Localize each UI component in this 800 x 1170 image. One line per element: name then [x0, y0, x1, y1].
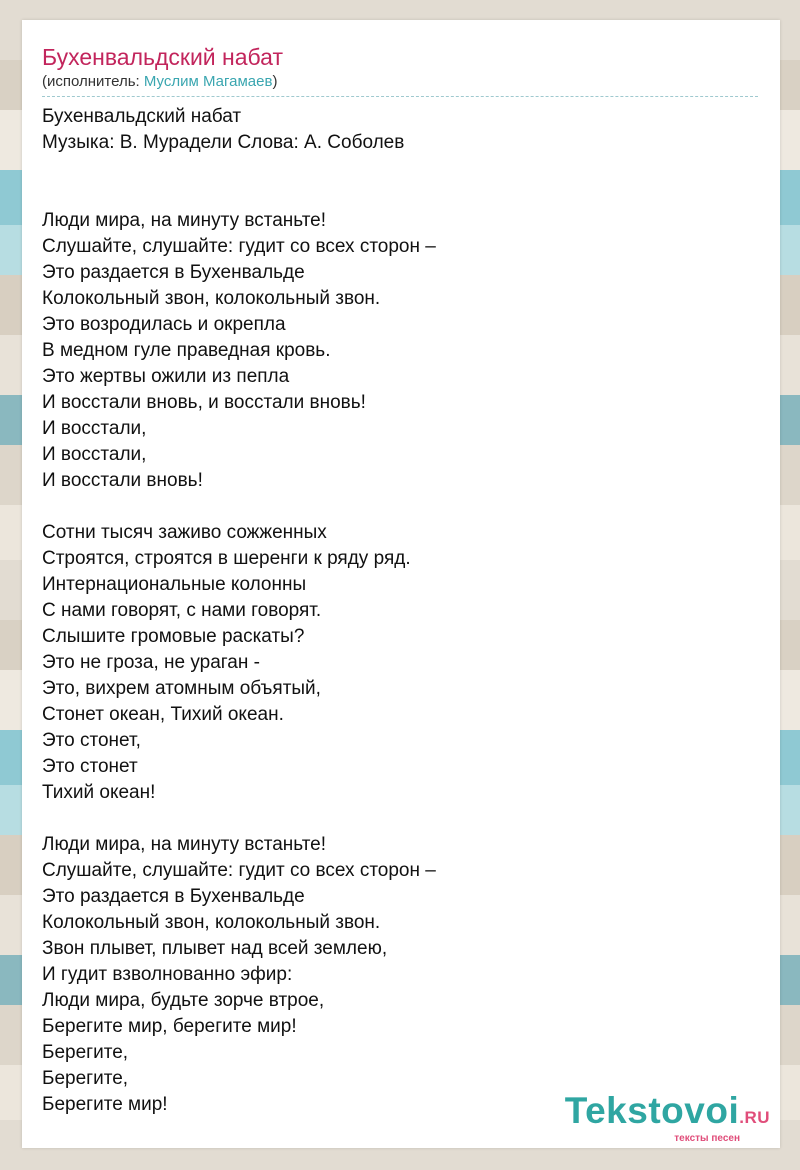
lyric-line: Это раздается в Бухенвальде	[42, 262, 305, 283]
lyric-line: Сотни тысяч заживо сожженных	[42, 522, 327, 543]
lyrics-card	[22, 20, 780, 1148]
logo-main-text: Tekstovoi	[564, 1090, 740, 1131]
performer-prefix: (исполнитель:	[42, 73, 144, 90]
intro-line: Музыка: В. Мурадели Слова: А. Соболев	[42, 132, 405, 153]
lyric-line: С нами говорят, с нами говорят.	[42, 600, 322, 621]
lyric-line: Колокольный звон, колокольный звон.	[42, 912, 381, 933]
lyric-line: Слушайте, слушайте: гудит со всех сторон –	[42, 236, 436, 257]
lyric-line: И восстали,	[42, 444, 147, 465]
lyric-line: Люди мира, на минуту встаньте!	[42, 834, 327, 855]
lyrics-body	[42, 104, 758, 1118]
performer-link[interactable]: Муслим Магамаев	[143, 73, 273, 90]
lyric-line: Это раздается в Бухенвальде	[42, 886, 305, 907]
lyric-line: Это, вихрем атомным объятый,	[42, 678, 321, 699]
lyric-line: И восстали,	[42, 418, 147, 439]
lyric-line: Тихий океан!	[42, 782, 156, 803]
lyric-line: Это не гроза, не ураган -	[42, 652, 260, 673]
lyric-line: И гудит взволнованно эфир:	[42, 964, 293, 985]
verse-2	[42, 520, 758, 806]
lyric-line: Берегите,	[42, 1042, 129, 1063]
lyric-line: Слышите громовые раскаты?	[42, 626, 305, 647]
lyric-line: И восстали вновь, и восстали вновь!	[42, 392, 366, 413]
lyric-line: Берегите мир, берегите мир!	[42, 1016, 297, 1037]
intro-line: Бухенвальдский набат	[42, 106, 242, 127]
performer-suffix: )	[272, 73, 278, 90]
logo-domain: .RU	[739, 1108, 770, 1127]
verse-1	[42, 208, 758, 494]
lyric-line: Колокольный звон, колокольный звон.	[42, 288, 381, 309]
lyric-line: Стонет океан, Тихий океан.	[42, 704, 284, 725]
lyric-line: Это возродилась и окрепла	[42, 314, 286, 335]
lyric-line: Это жертвы ожили из пепла	[42, 366, 290, 387]
lyric-line: Берегите мир!	[42, 1094, 168, 1115]
site-logo[interactable]	[565, 1092, 770, 1144]
lyric-line: Люди мира, на минуту встаньте!	[42, 210, 327, 231]
logo-tagline: тексты песен	[674, 1133, 740, 1144]
lyric-line: Слушайте, слушайте: гудит со всех сторон –	[42, 860, 436, 881]
verse-3	[42, 832, 758, 1118]
logo-wordmark	[565, 1092, 770, 1137]
lyric-line: Интернациональные колонны	[42, 574, 307, 595]
lyric-line: Люди мира, будьте зорче втрое,	[42, 990, 325, 1011]
song-header	[42, 42, 758, 97]
lyric-line: И восстали вновь!	[42, 470, 203, 491]
lyric-line: Это стонет,	[42, 730, 141, 751]
lyric-line: В медном гуле праведная кровь.	[42, 340, 331, 361]
lyric-line: Звон плывет, плывет над всей землею,	[42, 938, 388, 959]
lyric-line: Берегите,	[42, 1068, 129, 1089]
performer-line	[42, 72, 758, 92]
lyric-line: Это стонет	[42, 756, 138, 777]
song-title: Бухенвальдский набат	[42, 44, 284, 70]
lyric-line: Строятся, строятся в шеренги к ряду ряд.	[42, 548, 411, 569]
